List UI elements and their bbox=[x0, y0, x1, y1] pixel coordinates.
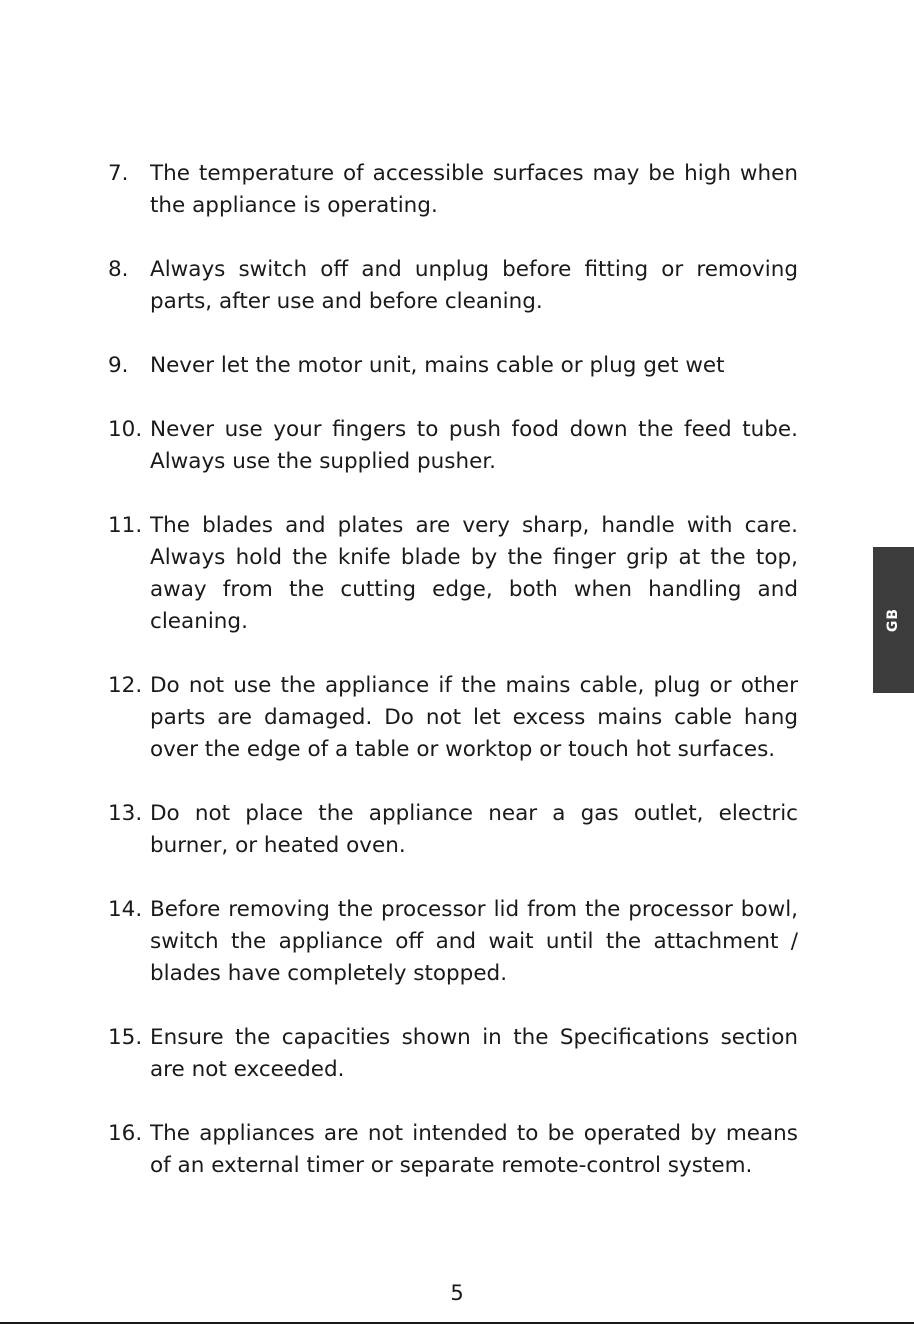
item-number: 7. bbox=[108, 161, 129, 186]
item-number: 10. bbox=[108, 417, 143, 442]
list-item bbox=[108, 158, 798, 222]
item-text: Never use your fingers to push food down the feed tube. Always use the supplied pusher. bbox=[150, 417, 798, 474]
list-item bbox=[108, 350, 798, 382]
item-number: 8. bbox=[108, 257, 129, 282]
item-text: Always switch off and unplug before fitting or removing parts, after use and before cleaning. bbox=[150, 257, 798, 314]
item-text: The appliances are not intended to be operated by means of an external timer or separate remote-control system. bbox=[150, 1121, 798, 1178]
language-tab-label: GB bbox=[885, 607, 902, 633]
item-number: 12. bbox=[108, 673, 143, 698]
list-item bbox=[108, 510, 798, 638]
item-text: The blades and plates are very sharp, handle with care. Always hold the knife blade by the finger grip at the top, away from the cutting edge, both when handling and cleaning. bbox=[150, 513, 798, 634]
safety-instructions-list bbox=[108, 158, 798, 1214]
page-number: 5 bbox=[450, 1281, 464, 1305]
item-text: Do not use the appliance if the mains cable, plug or other parts are damaged. Do not let excess mains cable hang over the edge of a table or worktop or touch hot surfaces. bbox=[150, 673, 798, 762]
list-item bbox=[108, 1022, 798, 1086]
item-text: Never let the motor unit, mains cable or plug get wet bbox=[150, 353, 725, 378]
item-text: Before removing the processor lid from the processor bowl, switch the appliance off and wait until the attachment / blades have completely stopped. bbox=[150, 897, 798, 986]
item-number: 15. bbox=[108, 1025, 143, 1050]
list-item bbox=[108, 1118, 798, 1182]
list-item bbox=[108, 894, 798, 990]
list-item bbox=[108, 254, 798, 318]
item-number: 14. bbox=[108, 897, 143, 922]
item-number: 9. bbox=[108, 353, 129, 378]
list-item bbox=[108, 798, 798, 862]
item-number: 13. bbox=[108, 801, 143, 826]
item-text: Do not place the appliance near a gas outlet, electric burner, or heated oven. bbox=[150, 801, 798, 858]
item-number: 11. bbox=[108, 513, 143, 538]
item-number: 16. bbox=[108, 1121, 143, 1146]
list-item bbox=[108, 670, 798, 766]
list-item bbox=[108, 414, 798, 478]
item-text: The temperature of accessible surfaces may be high when the appliance is operating. bbox=[150, 161, 798, 218]
language-tab bbox=[873, 547, 914, 693]
item-text: Ensure the capacities shown in the Specifications section are not exceeded. bbox=[150, 1025, 798, 1082]
